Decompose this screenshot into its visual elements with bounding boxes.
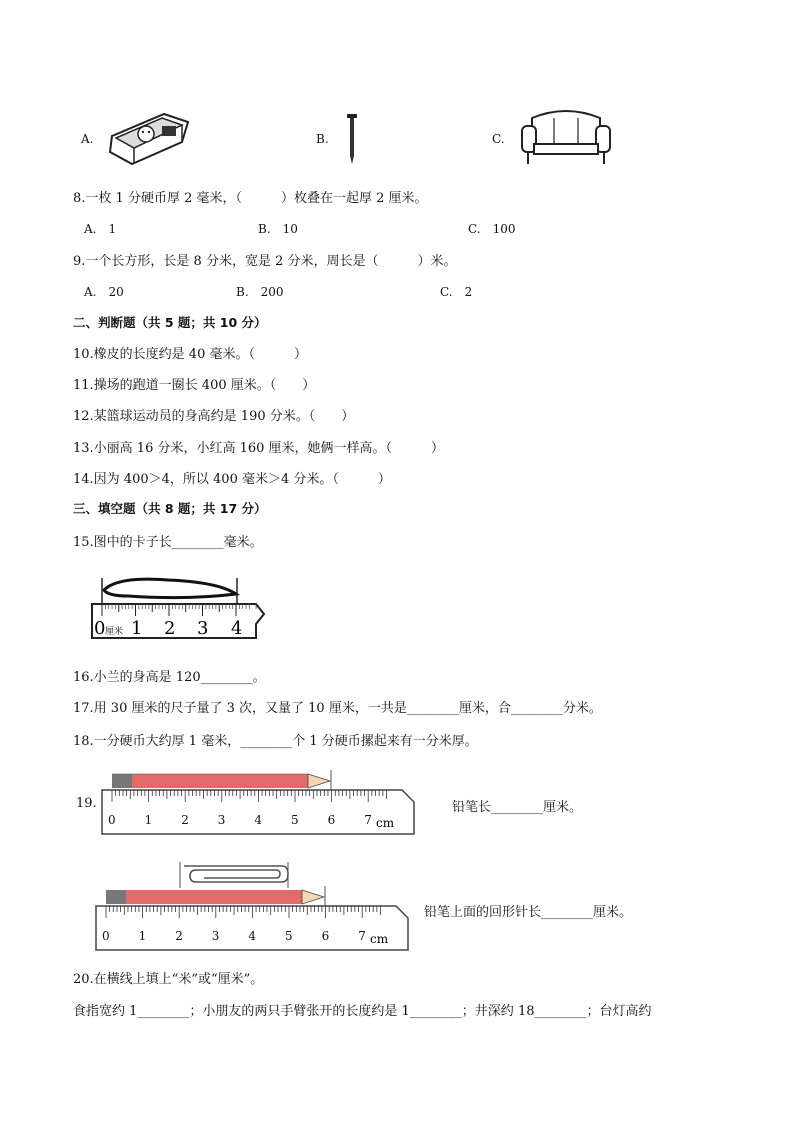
q16-stem: 16.小兰的身高是 120________。: [73, 670, 266, 685]
q19b-ruler-unit: cm: [370, 932, 389, 946]
sofa-image: [518, 108, 614, 168]
q19b-ruler-label-1: 1: [138, 929, 147, 943]
q19-part1: 铅笔长________厘米。: [452, 800, 583, 815]
q9-option-b[interactable]: B. 200: [236, 285, 284, 299]
q8-option-a[interactable]: A. 1: [84, 222, 117, 236]
q15-ruler-label-2: 2: [164, 618, 176, 639]
q17-stem: 17.用 30 厘米的尺子量了 3 次，又量了 10 厘米，一共是________厘米，合________分米。: [73, 701, 602, 716]
q20-line: 食指宽约 1________；小朋友的两只手臂张开的长度约是 1________；井深约 18________；台灯高约: [73, 1004, 652, 1019]
q15-ruler-figure: [88, 574, 268, 646]
section-3-heading: 三、填空题（共 8 题；共 17 分）: [73, 501, 267, 516]
q19b-ruler-label-2: 2: [175, 929, 183, 943]
q7-option-a-label: A.: [81, 132, 94, 146]
q9-option-a[interactable]: A. 20: [84, 285, 124, 299]
q19b-ruler-label-5: 5: [285, 929, 293, 943]
q8-stem: 8.一枚 1 分硬币厚 2 毫米，（ ）枚叠在一起厚 2 厘米。: [73, 191, 428, 206]
q19-ruler-label-0: 0: [108, 813, 116, 827]
q19-ruler-label-1: 1: [144, 813, 153, 827]
judgement-q11: 11.操场的跑道一圈长 400 厘米。（ ）: [73, 378, 316, 393]
q15-ruler-label-4: 4: [231, 618, 243, 639]
q19b-ruler-label-3: 3: [211, 929, 220, 943]
judgement-q14: 14.因为 400＞4，所以 400 毫米＞4 分米。（ ）: [73, 472, 391, 487]
q15-ruler-label-1: 1: [131, 618, 143, 639]
q19-ruler-label-3: 3: [217, 813, 226, 827]
judgement-q12: 12.某篮球运动员的身高约是 190 分米。（ ）: [73, 409, 355, 424]
q19b-ruler-label-4: 4: [248, 929, 257, 943]
judgement-q10: 10.橡皮的长度约是 40 毫米。（ ）: [73, 347, 307, 362]
q19-ruler-label-5: 5: [291, 813, 299, 827]
q15-stem: 15.图中的卡子长________毫米。: [73, 535, 263, 550]
q19-clip-pencil-ruler-figure: [92, 858, 422, 954]
q15-ruler-unit: 厘米: [105, 627, 124, 637]
q15-ruler-label-3: 3: [197, 618, 209, 639]
q19-ruler-label-6: 6: [327, 813, 336, 827]
q19-ruler-label-4: 4: [254, 813, 263, 827]
q19-pencil-ruler-figure: [98, 768, 428, 838]
q8-option-b[interactable]: B. 10: [258, 222, 298, 236]
q19-part2: 铅笔上面的回形针长________厘米。: [424, 905, 633, 920]
q19b-ruler-label-0: 0: [102, 929, 110, 943]
pencil-case-image: [104, 108, 190, 166]
q19b-ruler-label-6: 6: [321, 929, 330, 943]
judgement-q13: 13.小丽高 16 分米，小红高 160 厘米，她俩一样高。（ ）: [73, 441, 445, 456]
q8-option-c[interactable]: C. 100: [468, 222, 516, 236]
nail-image: [346, 112, 360, 166]
section-2-heading: 二、判断题（共 5 题；共 10 分）: [73, 315, 267, 330]
q7-option-c-label: C.: [492, 132, 505, 146]
q18-stem: 18.一分硬币大约厚 1 毫米，________个 1 分硬币摞起来有一分米厚。: [73, 734, 478, 749]
q19-ruler-unit: cm: [376, 816, 395, 830]
q19b-ruler-label-7: 7: [358, 929, 366, 943]
q7-option-b-label: B.: [316, 132, 329, 146]
q20-stem: 20.在横线上填上“米”或“厘米”。: [73, 972, 264, 987]
q15-ruler-label-0: 0: [94, 618, 106, 639]
q19-ruler-label-7: 7: [364, 813, 372, 827]
q19-ruler-label-2: 2: [181, 813, 189, 827]
q19-number: 19.: [76, 796, 97, 811]
q9-option-c[interactable]: C. 2: [440, 285, 473, 299]
q9-stem: 9.一个长方形，长是 8 分米，宽是 2 分米，周长是（ ）米。: [73, 254, 457, 269]
